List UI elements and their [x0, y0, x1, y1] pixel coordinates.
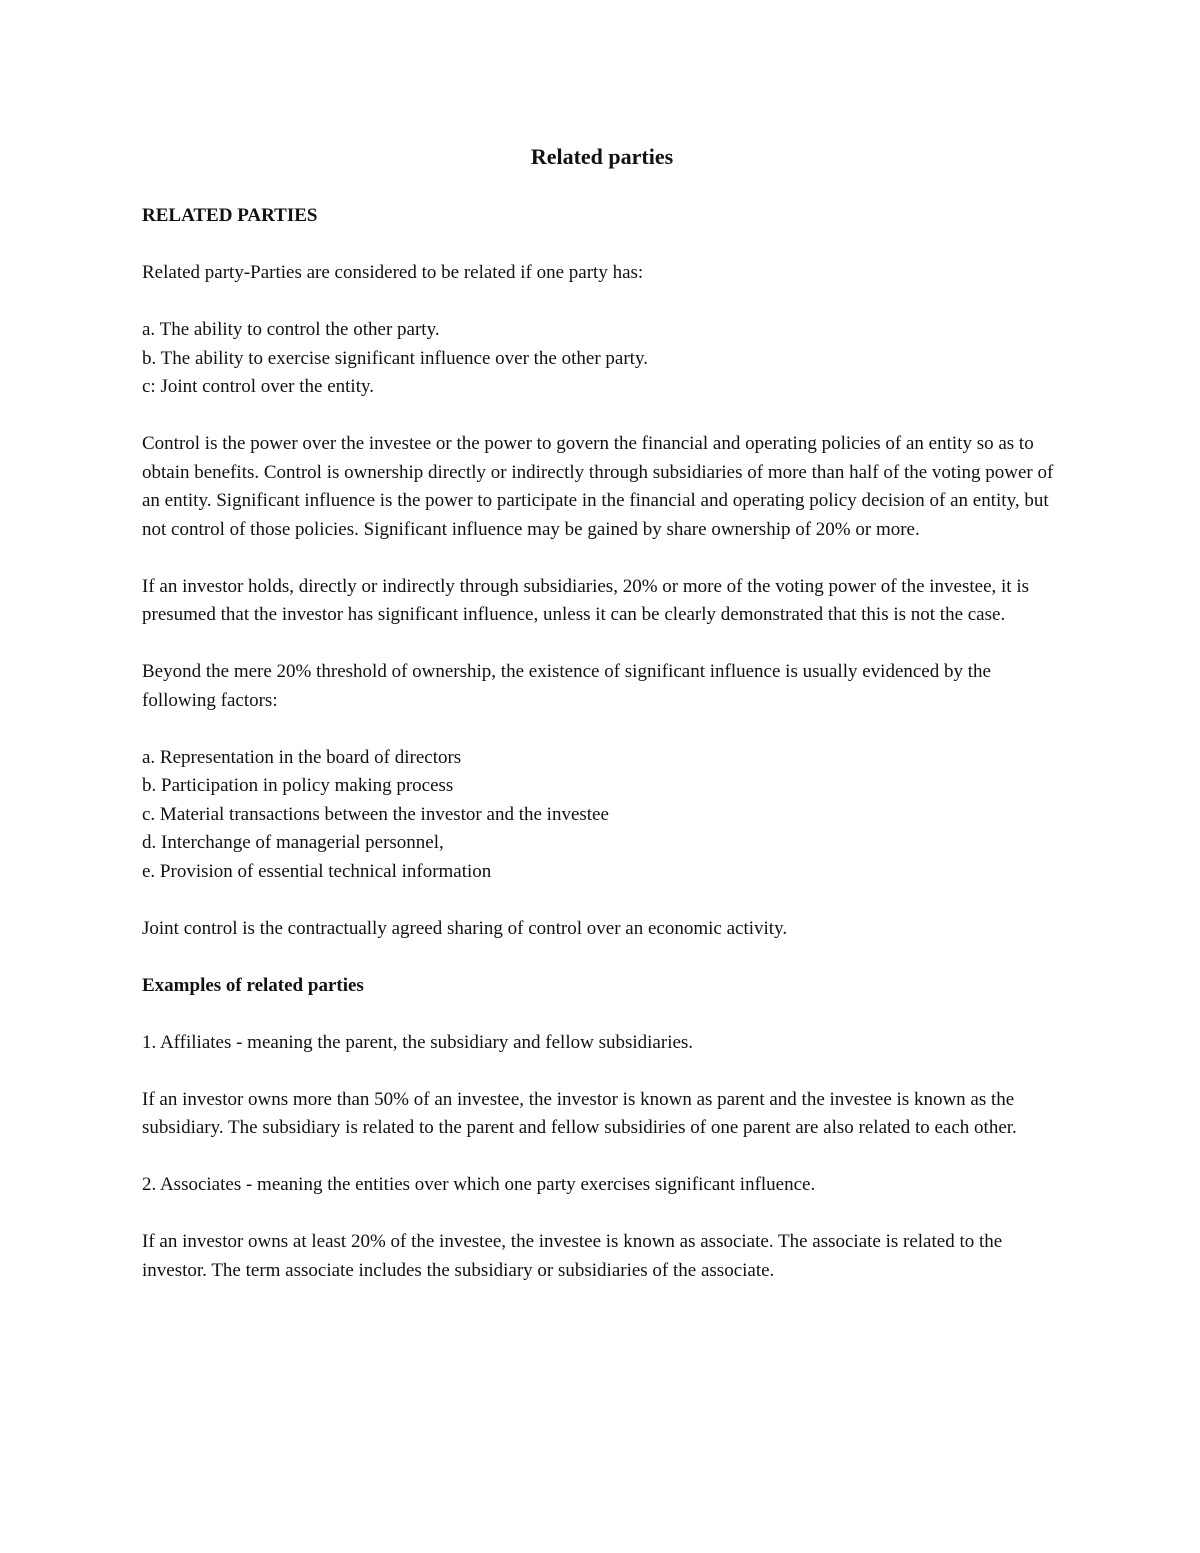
list-item: d. Interchange of managerial personnel, [142, 832, 444, 853]
list-item: b. The ability to exercise significant influence over the other party. [142, 347, 648, 369]
criteria-list [142, 316, 1062, 402]
factors-intro-paragraph: Beyond the mere 20% threshold of ownership, the existence of significant influence is usually evidenced by the following factors: [142, 661, 991, 711]
example-2: 2. Associates - meaning the entities over which one party exercises significant influence. [142, 1174, 816, 1195]
list-item: a. The ability to control the other party. [142, 319, 440, 340]
list-item: c. Material transactions between the investor and the investee [142, 803, 609, 825]
example-1-detail: If an investor owns more than 50% of an investee, the investor is known as parent and the investee is known as the subsidiary. The subsidiary is related to the parent and fellow subsidiries of one parent are also related to each other. [142, 1088, 1017, 1138]
list-item: e. Provision of essential technical information [142, 860, 492, 882]
example-2-detail: If an investor owns at least 20% of the investee, the investee is known as associate. The associate is related to the investor. The term associate includes the subsidiary or subsidiaries of the associate. [142, 1231, 1003, 1281]
intro-paragraph: Related party-Parties are considered to be related if one party has: [142, 262, 644, 283]
factors-list [142, 744, 1062, 887]
example-1: 1. Affiliates - meaning the parent, the subsidiary and fellow subsidiaries. [142, 1031, 694, 1053]
list-item: c: Joint control over the entity. [142, 376, 374, 397]
list-item: a. Representation in the board of directors [142, 746, 462, 768]
list-item: b. Participation in policy making process [142, 775, 454, 796]
document-body [142, 141, 1062, 1314]
examples-heading: Examples of related parties [142, 974, 364, 996]
section-heading: RELATED PARTIES [142, 205, 318, 226]
joint-control-paragraph: Joint control is the contractually agreed sharing of control over an economic activity. [142, 917, 788, 939]
document-title: Related parties [530, 144, 674, 169]
control-paragraph: Control is the power over the investee or the power to govern the financial and operating policies of an entity so as to obtain benefits. Control is ownership directly or indirectly through subsidiaries of more than half of the voting power of an entity. Significant influence is the power to participate in the financial and operating policy decision of an entity, but not control of those policies. Significant influence may be gained by share ownership of 20% or more. [142, 433, 1054, 540]
presumption-paragraph: If an investor holds, directly or indirectly through subsidiaries, 20% or more of the voting power of the investee, it is presumed that the investor has significant influence, unless it can be clearly demonstrated that this is not the case. [142, 575, 1029, 625]
